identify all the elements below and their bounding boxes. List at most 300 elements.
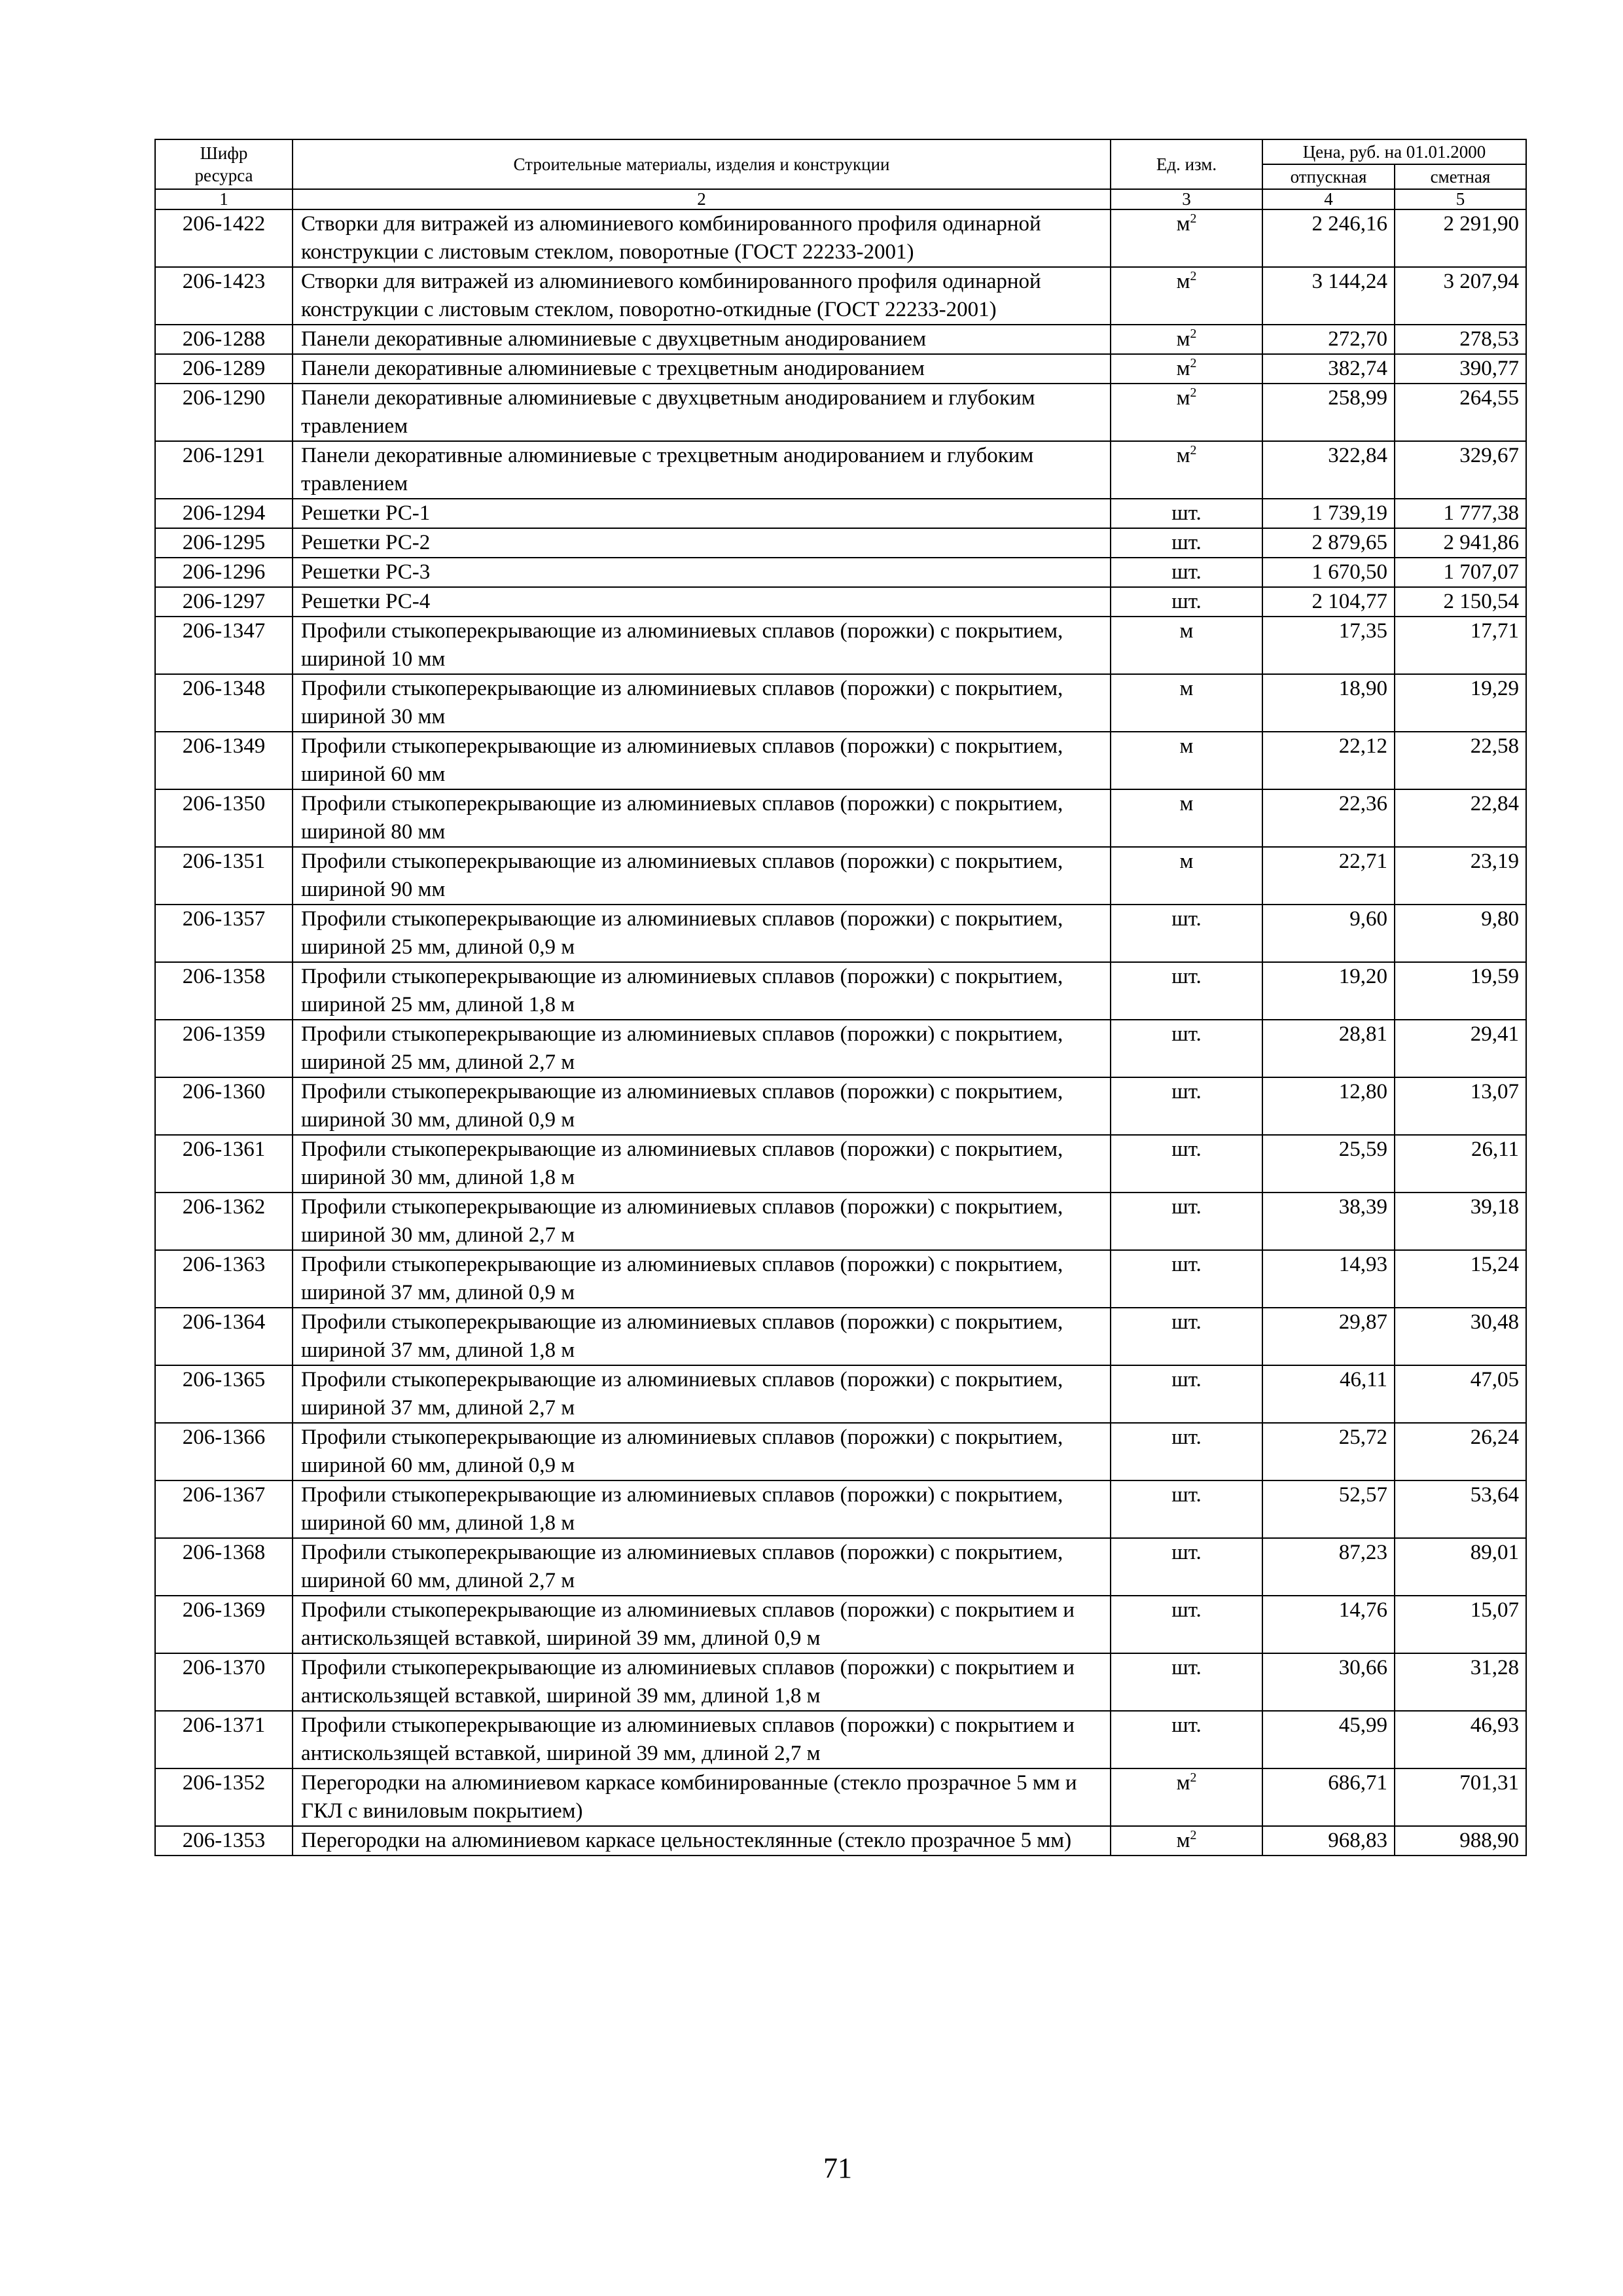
material-name-text: Панели декоративные алюминиевые с трехцветным анодированием [301, 357, 925, 380]
material-name [293, 1768, 1111, 1826]
resource-code [155, 499, 293, 528]
material-name [293, 962, 1111, 1020]
resource-code [155, 209, 293, 267]
price-release-text: 87,23 [1338, 1541, 1387, 1564]
resource-code-text: 206-1370 [182, 1656, 266, 1679]
resource-code-text: 206-1422 [182, 212, 266, 236]
price-release [1262, 847, 1395, 905]
table-row [155, 209, 1526, 267]
unit-of-measure-text: шт. [1171, 1368, 1202, 1391]
resource-code-text: 206-1291 [182, 444, 266, 467]
material-name-text: Профили стыкоперекрывающие из алюминиевых сплавов (порожки) с покрытием, шириной 10 мм [301, 619, 1063, 671]
table-row [155, 789, 1526, 847]
material-name [293, 1596, 1111, 1653]
material-name-text: Профили стыкоперекрывающие из алюминиевых сплавов (порожки) с покрытием и антискользящей вставкой, шириной 39 мм, длиной 1,8 м [301, 1656, 1075, 1708]
price-release [1262, 528, 1395, 558]
price-estimate [1395, 1768, 1526, 1826]
price-release-text: 46,11 [1339, 1368, 1387, 1391]
header-code-line2: ресурса [194, 166, 253, 185]
unit-of-measure [1111, 587, 1262, 617]
resource-code-text: 206-1367 [182, 1483, 266, 1507]
resource-code [155, 1538, 293, 1596]
resource-code-text: 206-1364 [182, 1310, 266, 1334]
unit-of-measure-text: м [1176, 327, 1190, 351]
material-name-text: Перегородки на алюминиевом каркасе комбинированные (стекло прозрачное 5 мм и ГКЛ с виниловым покрытием) [301, 1771, 1077, 1823]
resource-code-text: 206-1352 [182, 1771, 266, 1795]
resource-code-text: 206-1358 [182, 965, 266, 988]
resource-code [155, 847, 293, 905]
price-estimate-text: 329,67 [1459, 444, 1519, 467]
price-estimate-text: 1 777,38 [1443, 501, 1519, 525]
resource-code-text: 206-1357 [182, 907, 266, 931]
price-release [1262, 1250, 1395, 1308]
table-row [155, 1480, 1526, 1538]
price-release-text: 25,59 [1338, 1138, 1387, 1161]
price-estimate-text: 2 291,90 [1443, 212, 1519, 236]
price-estimate-text: 22,58 [1470, 734, 1519, 758]
price-release [1262, 325, 1395, 354]
price-release [1262, 1020, 1395, 1077]
price-release-text: 2 879,65 [1311, 531, 1387, 554]
material-name [293, 847, 1111, 905]
price-release [1262, 1308, 1395, 1365]
unit-of-measure [1111, 847, 1262, 905]
resource-code [155, 1020, 293, 1077]
unit-of-measure-text: шт. [1171, 531, 1202, 554]
price-release [1262, 617, 1395, 674]
header-code-line1: Шифр [200, 143, 248, 163]
resource-code-text: 206-1360 [182, 1080, 266, 1103]
material-name [293, 1480, 1111, 1538]
resource-code-text: 206-1366 [182, 1426, 266, 1449]
resource-code [155, 1135, 293, 1193]
price-release-text: 52,57 [1338, 1483, 1387, 1507]
price-release-text: 3 144,24 [1311, 270, 1387, 293]
resource-code-text: 206-1423 [182, 270, 266, 293]
table-row [155, 1596, 1526, 1653]
column-number-3: 3 [1111, 189, 1262, 209]
price-release [1262, 587, 1395, 617]
price-release [1262, 1423, 1395, 1480]
resource-code [155, 1423, 293, 1480]
table-row [155, 587, 1526, 617]
price-estimate-text: 31,28 [1470, 1656, 1519, 1679]
material-name-text: Профили стыкоперекрывающие из алюминиевых сплавов (порожки) с покрытием и антискользящей вставкой, шириной 39 мм, длиной 2,7 м [301, 1713, 1075, 1765]
unit-of-measure-text: м [1176, 357, 1190, 380]
price-estimate [1395, 209, 1526, 267]
resource-code-text: 206-1294 [182, 501, 266, 525]
resource-code [155, 1193, 293, 1250]
table-header [155, 139, 1526, 209]
resource-code-text: 206-1348 [182, 677, 266, 700]
resource-code [155, 441, 293, 499]
resource-code [155, 384, 293, 441]
resource-code [155, 674, 293, 732]
unit-exponent: 2 [1190, 356, 1197, 370]
price-release-text: 29,87 [1338, 1310, 1387, 1334]
price-estimate-text: 46,93 [1470, 1713, 1519, 1737]
resource-code [155, 1077, 293, 1135]
unit-of-measure [1111, 732, 1262, 789]
unit-of-measure-text: шт. [1171, 1541, 1202, 1564]
price-release [1262, 1193, 1395, 1250]
table-body [155, 209, 1526, 1856]
table-row [155, 1538, 1526, 1596]
material-name-text: Профили стыкоперекрывающие из алюминиевых сплавов (порожки) с покрытием, шириной 37 мм, длиной 0,9 м [301, 1253, 1063, 1304]
unit-of-measure-text: шт. [1171, 501, 1202, 525]
material-name-text: Решетки РС-1 [301, 501, 431, 525]
material-name [293, 1423, 1111, 1480]
unit-of-measure-text: шт. [1171, 1598, 1202, 1622]
price-release-text: 45,99 [1338, 1713, 1387, 1737]
material-name [293, 267, 1111, 325]
unit-of-measure [1111, 1250, 1262, 1308]
resource-code [155, 617, 293, 674]
price-estimate-text: 13,07 [1470, 1080, 1519, 1103]
price-estimate [1395, 1826, 1526, 1856]
table-row [155, 1308, 1526, 1365]
unit-of-measure [1111, 1596, 1262, 1653]
material-name [293, 1077, 1111, 1135]
header-price-estimate: сметная [1395, 164, 1526, 189]
unit-exponent: 2 [1190, 1828, 1197, 1842]
table-row [155, 1193, 1526, 1250]
price-estimate-text: 30,48 [1470, 1310, 1519, 1334]
table-row [155, 384, 1526, 441]
material-name [293, 528, 1111, 558]
unit-of-measure [1111, 1768, 1262, 1826]
header-price-release: отпускная [1262, 164, 1395, 189]
price-release [1262, 1596, 1395, 1653]
price-estimate [1395, 847, 1526, 905]
resource-code [155, 732, 293, 789]
resource-code [155, 1308, 293, 1365]
material-name-text: Решетки РС-3 [301, 560, 431, 584]
unit-of-measure [1111, 1423, 1262, 1480]
price-estimate-text: 19,59 [1470, 965, 1519, 988]
price-release [1262, 962, 1395, 1020]
price-estimate [1395, 1250, 1526, 1308]
table-row [155, 732, 1526, 789]
table-row [155, 354, 1526, 384]
material-name [293, 1193, 1111, 1250]
table-row [155, 1423, 1526, 1480]
price-release-text: 28,81 [1338, 1022, 1387, 1046]
unit-of-measure-text: м [1179, 850, 1194, 873]
price-estimate [1395, 1423, 1526, 1480]
material-name-text: Профили стыкоперекрывающие из алюминиевых сплавов (порожки) с покрытием, шириной 25 мм, длиной 0,9 м [301, 907, 1063, 959]
material-name [293, 905, 1111, 962]
material-name [293, 499, 1111, 528]
material-name [293, 209, 1111, 267]
material-name [293, 354, 1111, 384]
price-release-text: 17,35 [1338, 619, 1387, 643]
unit-exponent: 2 [1190, 211, 1197, 226]
price-estimate-text: 17,71 [1470, 619, 1519, 643]
price-release-text: 25,72 [1338, 1426, 1387, 1449]
price-release-text: 1 670,50 [1311, 560, 1387, 584]
resource-code-text: 206-1363 [182, 1253, 266, 1276]
price-estimate [1395, 617, 1526, 674]
unit-of-measure-text: шт. [1171, 1080, 1202, 1103]
price-release [1262, 1711, 1395, 1768]
column-number-5: 5 [1395, 189, 1526, 209]
price-release-text: 22,12 [1338, 734, 1387, 758]
unit-of-measure-text: шт. [1171, 1656, 1202, 1679]
price-table [154, 139, 1527, 1856]
price-estimate [1395, 325, 1526, 354]
material-name-text: Решетки РС-4 [301, 590, 431, 613]
resource-code-text: 206-1350 [182, 792, 266, 816]
price-estimate-text: 26,11 [1471, 1138, 1519, 1161]
unit-of-measure-text: шт. [1171, 907, 1202, 931]
unit-of-measure-text: шт. [1171, 965, 1202, 988]
price-release-text: 258,99 [1328, 386, 1387, 410]
unit-of-measure-text: шт. [1171, 1195, 1202, 1219]
unit-of-measure-text: шт. [1171, 1713, 1202, 1737]
material-name [293, 1826, 1111, 1856]
price-release [1262, 354, 1395, 384]
price-estimate-text: 390,77 [1459, 357, 1519, 380]
unit-of-measure-text: шт. [1171, 1426, 1202, 1449]
material-name-text: Профили стыкоперекрывающие из алюминиевых сплавов (порожки) с покрытием, шириной 30 мм [301, 677, 1063, 728]
price-estimate-text: 2 941,86 [1443, 531, 1519, 554]
price-estimate-text: 1 707,07 [1443, 560, 1519, 584]
price-release-text: 14,93 [1338, 1253, 1387, 1276]
table-row [155, 1768, 1526, 1826]
unit-of-measure [1111, 1135, 1262, 1193]
table-row [155, 1077, 1526, 1135]
unit-of-measure-text: м [1179, 792, 1194, 816]
unit-of-measure [1111, 209, 1262, 267]
resource-code [155, 1480, 293, 1538]
resource-code [155, 789, 293, 847]
price-estimate [1395, 1653, 1526, 1711]
price-estimate [1395, 354, 1526, 384]
unit-exponent: 2 [1190, 1770, 1197, 1785]
unit-exponent: 2 [1190, 443, 1197, 457]
material-name-text: Профили стыкоперекрывающие из алюминиевых сплавов (порожки) с покрытием, шириной 30 мм, длиной 1,8 м [301, 1138, 1063, 1189]
unit-of-measure [1111, 1826, 1262, 1856]
price-estimate-text: 47,05 [1470, 1368, 1519, 1391]
table-row [155, 1135, 1526, 1193]
price-estimate [1395, 674, 1526, 732]
price-estimate-text: 3 207,94 [1443, 270, 1519, 293]
header-unit: Ед. изм. [1111, 139, 1262, 189]
price-estimate [1395, 441, 1526, 499]
material-name-text: Панели декоративные алюминиевые с двухцветным анодированием [301, 327, 927, 351]
material-name-text: Панели декоративные алюминиевые с трехцветным анодированием и глубоким травлением [301, 444, 1034, 495]
table-row [155, 267, 1526, 325]
price-release-text: 1 739,19 [1311, 501, 1387, 525]
price-release-text: 2 246,16 [1311, 212, 1387, 236]
material-name [293, 1020, 1111, 1077]
header-materials: Строительные материалы, изделия и конструкции [293, 139, 1111, 189]
material-name [293, 1538, 1111, 1596]
resource-code-text: 206-1371 [182, 1713, 266, 1737]
unit-of-measure [1111, 558, 1262, 587]
unit-of-measure [1111, 789, 1262, 847]
price-estimate [1395, 1538, 1526, 1596]
unit-exponent: 2 [1190, 269, 1197, 283]
material-name-text: Перегородки на алюминиевом каркасе цельностеклянные (стекло прозрачное 5 мм) [301, 1829, 1072, 1852]
price-release [1262, 1365, 1395, 1423]
table-row [155, 325, 1526, 354]
price-release-text: 22,36 [1338, 792, 1387, 816]
material-name [293, 558, 1111, 587]
material-name-text: Профили стыкоперекрывающие из алюминиевых сплавов (порожки) с покрытием, шириной 25 мм, длиной 2,7 м [301, 1022, 1063, 1074]
price-release [1262, 732, 1395, 789]
resource-code-text: 206-1361 [182, 1138, 266, 1161]
price-estimate-text: 19,29 [1470, 677, 1519, 700]
material-name [293, 617, 1111, 674]
table-row [155, 1020, 1526, 1077]
material-name-text: Профили стыкоперекрывающие из алюминиевых сплавов (порожки) с покрытием, шириной 37 мм, длиной 2,7 м [301, 1368, 1063, 1420]
price-release-text: 9,60 [1349, 907, 1387, 931]
material-name-text: Профили стыкоперекрывающие из алюминиевых сплавов (порожки) с покрытием, шириной 60 мм [301, 734, 1063, 786]
price-release-text: 14,76 [1338, 1598, 1387, 1622]
material-name [293, 1308, 1111, 1365]
material-name-text: Профили стыкоперекрывающие из алюминиевых сплавов (порожки) с покрытием, шириной 30 мм, длиной 2,7 м [301, 1195, 1063, 1247]
unit-of-measure-text: шт. [1171, 560, 1202, 584]
resource-code-text: 206-1347 [182, 619, 266, 643]
material-name [293, 1135, 1111, 1193]
material-name-text: Профили стыкоперекрывающие из алюминиевых сплавов (порожки) с покрытием, шириной 60 мм, длиной 0,9 м [301, 1426, 1063, 1477]
price-release-text: 2 104,77 [1311, 590, 1387, 613]
price-release-text: 382,74 [1328, 357, 1387, 380]
unit-of-measure [1111, 1538, 1262, 1596]
unit-of-measure [1111, 1711, 1262, 1768]
resource-code-text: 206-1353 [182, 1829, 266, 1852]
price-estimate [1395, 384, 1526, 441]
resource-code [155, 1365, 293, 1423]
price-estimate [1395, 1135, 1526, 1193]
price-release [1262, 499, 1395, 528]
resource-code-text: 206-1351 [182, 850, 266, 873]
unit-of-measure [1111, 267, 1262, 325]
material-name [293, 325, 1111, 354]
price-release [1262, 1538, 1395, 1596]
price-estimate-text: 26,24 [1470, 1426, 1519, 1449]
table-row [155, 1653, 1526, 1711]
resource-code-text: 206-1297 [182, 590, 266, 613]
resource-code [155, 1768, 293, 1826]
resource-code-text: 206-1288 [182, 327, 266, 351]
price-release-text: 968,83 [1328, 1829, 1387, 1852]
unit-of-measure-text: шт. [1171, 1310, 1202, 1334]
material-name [293, 1250, 1111, 1308]
price-estimate-text: 988,90 [1459, 1829, 1519, 1852]
resource-code [155, 1250, 293, 1308]
resource-code [155, 1596, 293, 1653]
unit-of-measure-text: шт. [1171, 1483, 1202, 1507]
unit-exponent: 2 [1190, 327, 1197, 341]
price-release-text: 38,39 [1338, 1195, 1387, 1219]
table-row [155, 905, 1526, 962]
unit-of-measure [1111, 617, 1262, 674]
price-estimate-text: 53,64 [1470, 1483, 1519, 1507]
table-row [155, 499, 1526, 528]
price-release-text: 18,90 [1338, 677, 1387, 700]
material-name-text: Профили стыкоперекрывающие из алюминиевых сплавов (порожки) с покрытием, шириной 60 мм, длиной 2,7 м [301, 1541, 1063, 1592]
price-estimate-text: 22,84 [1470, 792, 1519, 816]
page-number: 71 [823, 2152, 852, 2184]
unit-of-measure [1111, 354, 1262, 384]
unit-of-measure [1111, 1480, 1262, 1538]
material-name-text: Профили стыкоперекрывающие из алюминиевых сплавов (порожки) с покрытием и антискользящей вставкой, шириной 39 мм, длиной 0,9 м [301, 1598, 1075, 1650]
price-release [1262, 1480, 1395, 1538]
resource-code [155, 1711, 293, 1768]
unit-of-measure-text: шт. [1171, 1022, 1202, 1046]
resource-code [155, 905, 293, 962]
price-release-text: 30,66 [1338, 1656, 1387, 1679]
price-estimate-text: 15,07 [1470, 1598, 1519, 1622]
price-release-text: 272,70 [1328, 327, 1387, 351]
price-estimate [1395, 499, 1526, 528]
price-estimate [1395, 1020, 1526, 1077]
unit-of-measure [1111, 1193, 1262, 1250]
table-row [155, 1711, 1526, 1768]
header-price: Цена, руб. на 01.01.2000 [1262, 139, 1526, 164]
price-estimate-text: 701,31 [1459, 1771, 1519, 1795]
table-row [155, 1826, 1526, 1856]
price-release [1262, 267, 1395, 325]
price-estimate-text: 23,19 [1470, 850, 1519, 873]
material-name-text: Створки для витражей из алюминиевого комбинированного профиля одинарной конструкции с листовым стеклом, поворотно-откидные (ГОСТ 22233-2001) [301, 270, 1041, 321]
table-row [155, 617, 1526, 674]
price-release-text: 322,84 [1328, 444, 1387, 467]
price-estimate [1395, 587, 1526, 617]
price-release [1262, 674, 1395, 732]
price-estimate [1395, 1596, 1526, 1653]
unit-of-measure [1111, 1308, 1262, 1365]
unit-of-measure [1111, 674, 1262, 732]
price-release [1262, 1077, 1395, 1135]
table-row [155, 441, 1526, 499]
resource-code [155, 528, 293, 558]
material-name [293, 1711, 1111, 1768]
column-number-1: 1 [155, 189, 293, 209]
resource-code-text: 206-1365 [182, 1368, 266, 1391]
material-name [293, 674, 1111, 732]
unit-of-measure [1111, 441, 1262, 499]
material-name-text: Створки для витражей из алюминиевого комбинированного профиля одинарной конструкции с листовым стеклом, поворотные (ГОСТ 22233-2001) [301, 212, 1041, 264]
price-estimate-text: 264,55 [1459, 386, 1519, 410]
unit-of-measure [1111, 325, 1262, 354]
unit-of-measure-text: м [1176, 212, 1190, 236]
resource-code-text: 206-1362 [182, 1195, 266, 1219]
resource-code [155, 1826, 293, 1856]
price-estimate-text: 278,53 [1459, 327, 1519, 351]
price-release [1262, 384, 1395, 441]
unit-of-measure [1111, 1365, 1262, 1423]
price-release [1262, 1826, 1395, 1856]
header-resource-code [155, 139, 293, 189]
unit-of-measure [1111, 1653, 1262, 1711]
price-estimate [1395, 558, 1526, 587]
price-estimate-text: 39,18 [1470, 1195, 1519, 1219]
material-name-text: Решетки РС-2 [301, 531, 431, 554]
price-release-text: 12,80 [1338, 1080, 1387, 1103]
resource-code [155, 267, 293, 325]
price-release [1262, 1135, 1395, 1193]
table-row [155, 1250, 1526, 1308]
price-estimate [1395, 789, 1526, 847]
resource-code-text: 206-1289 [182, 357, 266, 380]
price-estimate [1395, 1308, 1526, 1365]
unit-of-measure-text: шт. [1171, 590, 1202, 613]
material-name [293, 1365, 1111, 1423]
